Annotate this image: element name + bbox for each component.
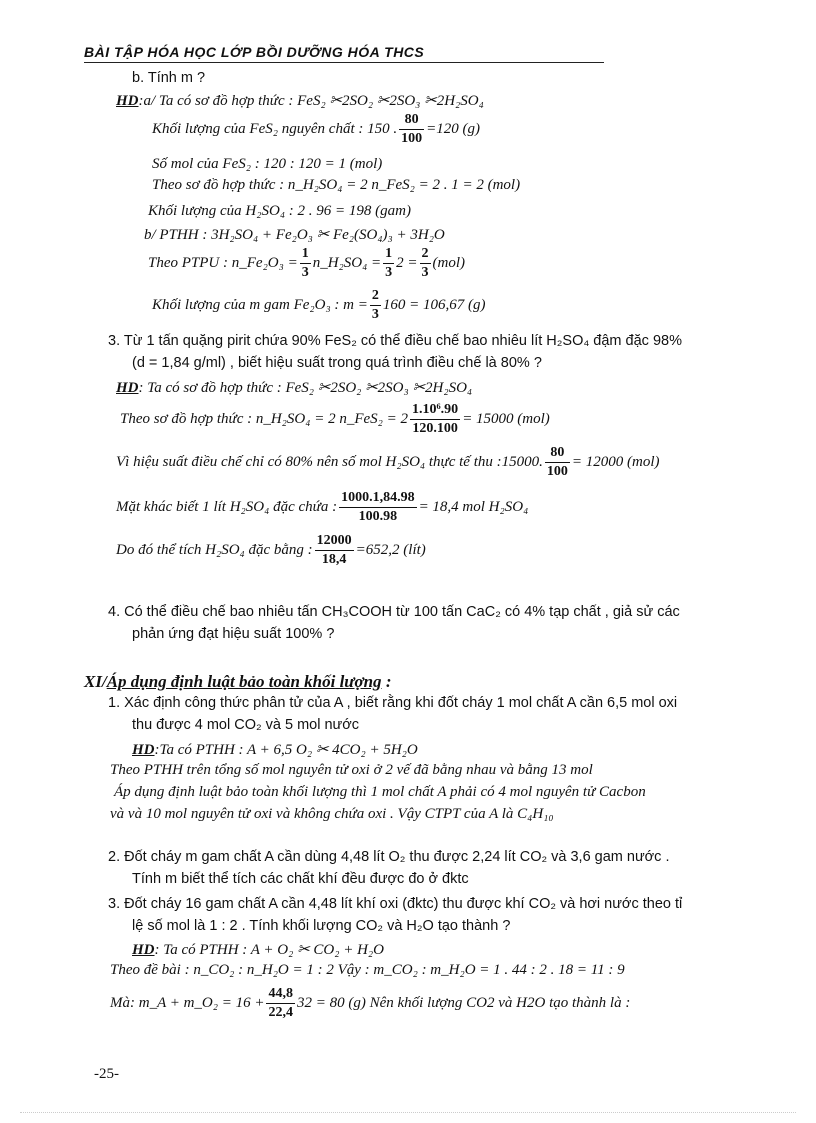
- question-4-line1: 4. Có thể điều chế bao nhiêu tấn CH₃COOH từ 100 tấn CaC₂ có 4% tạp chất , giả sử các: [108, 604, 680, 620]
- hd-a: HD:a/ Ta có sơ đồ hợp thức : FeS₂ ✂2SO₂ ✂2SO₃ ✂2H₂SO₄: [116, 93, 484, 109]
- hd-3-yield: Vì hiệu suất điều chế chỉ có 80% nên số mol H₂SO₄ thực tế thu :15000. $\frac{80}{100}$ = 12000 (mol): [116, 445, 660, 479]
- question-3-line2: (d = 1,84 g/ml) , biết hiệu suất trong quá trình điều chế là 80% ?: [132, 355, 542, 371]
- line-b: b. Tính m ?: [132, 70, 206, 86]
- mass-fe2o3: Khối lượng của m gam Fe₂O₃ : m = $\frac{2}{3}$ 160 = 106,67 (g): [152, 288, 486, 322]
- problem-3-line2: lệ số mol là 1 : 2 . Tính khối lượng CO₂ và H₂O tạo thành ?: [132, 918, 511, 934]
- ptpu: Theo PTPU : n_Fe₂O₃ = $\frac{1}{3}$ n_H₂SO₄ = $\frac{1}{3}$ 2 = $\frac{2}{3}$ (mol): [148, 246, 466, 280]
- problem-3-line1: 3. Đốt cháy 16 gam chất A cần 4,48 lít khí oxi (đktc) thu được khí CO₂ và hơi nước theo tỉ: [108, 896, 683, 912]
- hd-p3-line2: Theo đề bài : n_CO₂ : n_H₂O = 1 : 2 Vậy : m_CO₂ : m_H₂O = 1 . 44 : 2 . 18 = 11 : 9: [110, 962, 625, 978]
- problem-2-line1: 2. Đốt cháy m gam chất A cần dùng 4,48 lít O₂ thu được 2,24 lít CO₂ và 3,6 gam nước .: [108, 849, 670, 865]
- section-title: Áp dụng định luật bảo toàn khối lượng: [106, 672, 382, 691]
- ratio-scheme: Theo sơ đồ hợp thức : n_H₂SO₄ = 2 n_FeS₂ = 2 . 1 = 2 (mol): [152, 177, 521, 193]
- hd-1-line3: Áp dụng định luật bảo toàn khối lượng thì 1 mol chất A phải có 4 mol nguyên tử Cacbon: [114, 784, 646, 800]
- hd-3-ratio: Theo sơ đồ hợp thức : n_H₂SO₄ = 2 n_FeS₂ = 2 $\frac{\text{1.10⁶.90}}{120.100}$ = 15000 (mol): [120, 402, 550, 436]
- question-3-line1: 3. Từ 1 tấn quặng pirit chứa 90% FeS₂ có thể điều chế bao nhiêu lít H₂SO₄ đậm đặc 98%: [108, 333, 682, 349]
- question-4-line2: phản ứng đạt hiệu suất 100% ?: [132, 626, 335, 642]
- mass-fes2: Khối lượng của FeS₂ nguyên chất : 150 . $\frac{80}{100}$ =120 (g): [152, 112, 480, 146]
- section-number: XI/: [84, 672, 107, 691]
- pthh-b: b/ PTHH : 3H₂SO₄ + Fe₂O₃ ✂ Fe₂(SO₄)₃ + 3H₂O: [144, 227, 445, 243]
- mol-fes2: Số mol của FeS₂ : 120 : 120 = 1 (mol): [152, 156, 383, 172]
- hd-1-line2: Theo PTHH trên tổng số mol nguyên tử oxi ở 2 vế đã bằng nhau và bằng 13 mol: [110, 762, 593, 778]
- section-heading: XI/Áp dụng định luật bảo toàn khối lượng :: [84, 672, 392, 691]
- header-rule: [84, 62, 604, 63]
- hd-3: HD: Ta có sơ đồ hợp thức : FeS₂ ✂2SO₂ ✂2SO₃ ✂2H₂SO₄: [116, 380, 473, 396]
- hd-3-volume: Do đó thể tích H₂SO₄ đặc bằng : $\frac{12000}{18,4}$ =652,2 (lít): [116, 533, 426, 567]
- problem-1-line1: 1. Xác định công thức phân tử của A , biết rằng khi đốt cháy 1 mol chất A cần 6,5 mol oxi: [108, 695, 678, 711]
- hd-1: HD:Ta có PTHH : A + 6,5 O₂ ✂ 4CO₂ + 5H₂O: [132, 742, 418, 758]
- hd-3-density: Mặt khác biết 1 lít H₂SO₄ đặc chứa : $\frac{1000.1,84.98}{100.98}$ = 18,4 mol H₂SO₄: [116, 490, 529, 524]
- running-header: BÀI TẬP HÓA HỌC LỚP BỒI DƯỠNG HÓA THCS: [84, 44, 425, 60]
- page-number: -25-: [94, 1066, 119, 1082]
- hd-1-line4: và và 10 mol nguyên tử oxi và không chứa oxi . Vậy CTPT của A là C₄H₁₀: [110, 806, 554, 822]
- mass-h2so4: Khối lượng của H₂SO₄ : 2 . 96 = 198 (gam): [148, 203, 411, 219]
- hd-p3-line3: Mà: m_A + m_O₂ = 16 + $\frac{44,8}{22,4}$ 32 = 80 (g) Nên khối lượng CO2 và H2O tạo thành là :: [110, 986, 631, 1020]
- problem-2-line2: Tính m biết thể tích các chất khí đều được đo ở đktc: [132, 871, 469, 887]
- footer-rule: [20, 1112, 796, 1113]
- problem-1-line2: thu được 4 mol CO₂ và 5 mol nước: [132, 717, 359, 733]
- hd-p3: HD: Ta có PTHH : A + O₂ ✂ CO₂ + H₂O: [132, 942, 384, 958]
